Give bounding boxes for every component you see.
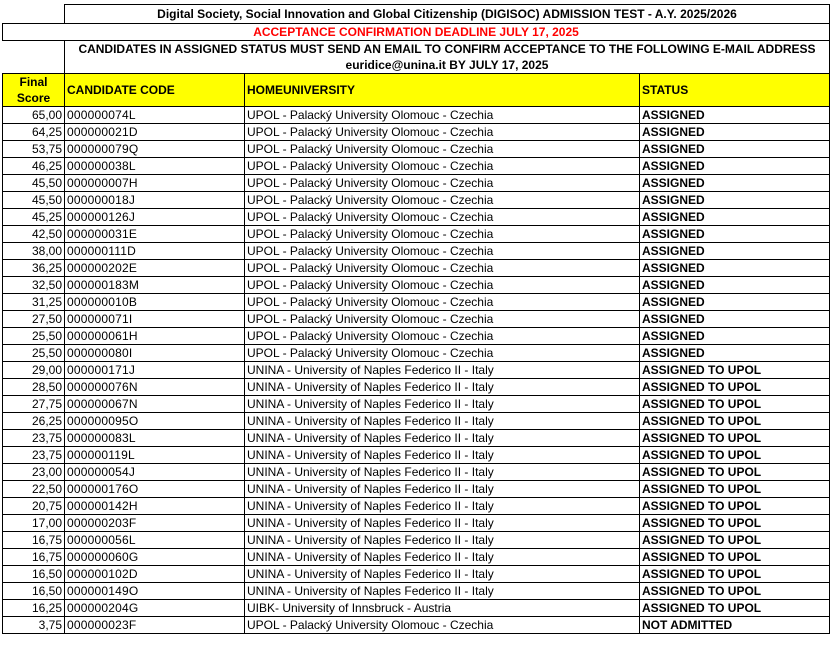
candidate-code-cell: 000000079Q (65, 141, 245, 158)
table-row (3, 430, 830, 447)
status-cell: ASSIGNED (640, 209, 830, 226)
score-cell: 23,75 (3, 430, 65, 447)
university-cell: UPOL - Palacký University Olomouc - Czechia (245, 294, 640, 311)
score-cell: 20,75 (3, 498, 65, 515)
score-cell: 25,50 (3, 328, 65, 345)
table-row (3, 600, 830, 617)
status-cell: ASSIGNED (640, 345, 830, 362)
university-cell: UNINA - University of Naples Federico II - Italy (245, 498, 640, 515)
university-cell: UNINA - University of Naples Federico II - Italy (245, 413, 640, 430)
status-cell: ASSIGNED (640, 277, 830, 294)
table-row (3, 447, 830, 464)
status-cell: ASSIGNED (640, 192, 830, 209)
table-row (3, 141, 830, 158)
status-cell: ASSIGNED TO UPOL (640, 583, 830, 600)
email-notice-line1: CANDIDATES IN ASSIGNED STATUS MUST SEND AN EMAIL TO CONFIRM ACCEPTANCE TO THE FOLLOWING E-MAIL ADDRESS (78, 42, 816, 56)
status-cell: ASSIGNED (640, 260, 830, 277)
table-row (3, 124, 830, 141)
status-cell: ASSIGNED TO UPOL (640, 413, 830, 430)
table-row (3, 515, 830, 532)
university-cell: UPOL - Palacký University Olomouc - Czechia (245, 124, 640, 141)
admission-results-table (2, 4, 830, 634)
candidate-code-cell: 000000202E (65, 260, 245, 277)
university-cell: UNINA - University of Naples Federico II - Italy (245, 583, 640, 600)
table-row (3, 226, 830, 243)
deadline-notice: ACCEPTANCE CONFIRMATION DEADLINE JULY 17, 2025 (3, 24, 830, 41)
candidate-code-cell: 000000010B (65, 294, 245, 311)
header-candidate-code: CANDIDATE CODE (65, 74, 245, 107)
score-cell: 16,25 (3, 600, 65, 617)
candidate-code-cell: 000000061H (65, 328, 245, 345)
table-row (3, 345, 830, 362)
university-cell: UPOL - Palacký University Olomouc - Czechia (245, 345, 640, 362)
status-cell: NOT ADMITTED (640, 617, 830, 634)
table-row (3, 209, 830, 226)
score-cell: 27,50 (3, 311, 65, 328)
status-cell: ASSIGNED TO UPOL (640, 481, 830, 498)
university-cell: UPOL - Palacký University Olomouc - Czechia (245, 226, 640, 243)
score-cell: 38,00 (3, 243, 65, 260)
university-cell: UPOL - Palacký University Olomouc - Czechia (245, 617, 640, 634)
status-cell: ASSIGNED TO UPOL (640, 396, 830, 413)
score-cell: 64,25 (3, 124, 65, 141)
score-cell: 16,50 (3, 583, 65, 600)
title-spacer (3, 5, 65, 24)
candidate-code-cell: 000000111D (65, 243, 245, 260)
table-row (3, 549, 830, 566)
score-cell: 27,75 (3, 396, 65, 413)
university-cell: UNINA - University of Naples Federico II - Italy (245, 379, 640, 396)
table-row (3, 158, 830, 175)
status-cell: ASSIGNED TO UPOL (640, 430, 830, 447)
university-cell: UNINA - University of Naples Federico II - Italy (245, 464, 640, 481)
candidate-code-cell: 000000119L (65, 447, 245, 464)
table-row (3, 328, 830, 345)
status-cell: ASSIGNED (640, 175, 830, 192)
score-cell: 16,75 (3, 532, 65, 549)
candidate-code-cell: 000000149O (65, 583, 245, 600)
status-cell: ASSIGNED TO UPOL (640, 447, 830, 464)
candidate-code-cell: 000000054J (65, 464, 245, 481)
candidate-code-cell: 000000083L (65, 430, 245, 447)
score-cell: 65,00 (3, 107, 65, 124)
status-cell: ASSIGNED (640, 141, 830, 158)
score-cell: 42,50 (3, 226, 65, 243)
status-cell: ASSIGNED (640, 243, 830, 260)
score-cell: 23,00 (3, 464, 65, 481)
status-cell: ASSIGNED (640, 226, 830, 243)
table-row (3, 617, 830, 634)
table-row (3, 362, 830, 379)
score-cell: 29,00 (3, 362, 65, 379)
university-cell: UNINA - University of Naples Federico II - Italy (245, 566, 640, 583)
title-row (3, 5, 830, 24)
notice-row (3, 41, 830, 74)
score-cell: 53,75 (3, 141, 65, 158)
candidate-code-cell: 000000102D (65, 566, 245, 583)
page-title: Digital Society, Social Innovation and Global Citizenship (DIGISOC) ADMISSION TEST - A.Y. 2025/2026 (65, 5, 830, 24)
score-cell: 26,25 (3, 413, 65, 430)
score-cell: 36,25 (3, 260, 65, 277)
table-row (3, 566, 830, 583)
score-cell: 16,50 (3, 566, 65, 583)
score-cell: 45,50 (3, 175, 65, 192)
university-cell: UNINA - University of Naples Federico II - Italy (245, 549, 640, 566)
table-row (3, 107, 830, 124)
table-row (3, 379, 830, 396)
candidate-code-cell: 000000031E (65, 226, 245, 243)
score-cell: 17,00 (3, 515, 65, 532)
status-cell: ASSIGNED TO UPOL (640, 379, 830, 396)
candidate-code-cell: 000000067N (65, 396, 245, 413)
candidate-code-cell: 000000021D (65, 124, 245, 141)
status-cell: ASSIGNED TO UPOL (640, 362, 830, 379)
header-final-score-line2: Score (16, 91, 51, 105)
score-cell: 45,25 (3, 209, 65, 226)
candidate-code-cell: 000000023F (65, 617, 245, 634)
university-cell: UPOL - Palacký University Olomouc - Czechia (245, 328, 640, 345)
candidate-code-cell: 000000176O (65, 481, 245, 498)
university-cell: UPOL - Palacký University Olomouc - Czechia (245, 243, 640, 260)
university-cell: UNINA - University of Naples Federico II - Italy (245, 481, 640, 498)
score-cell: 23,75 (3, 447, 65, 464)
status-cell: ASSIGNED TO UPOL (640, 515, 830, 532)
university-cell: UPOL - Palacký University Olomouc - Czechia (245, 141, 640, 158)
university-cell: UNINA - University of Naples Federico II - Italy (245, 447, 640, 464)
status-cell: ASSIGNED TO UPOL (640, 464, 830, 481)
status-cell: ASSIGNED TO UPOL (640, 532, 830, 549)
university-cell: UPOL - Palacký University Olomouc - Czechia (245, 158, 640, 175)
candidate-code-cell: 000000095O (65, 413, 245, 430)
candidate-code-cell: 000000007H (65, 175, 245, 192)
status-cell: ASSIGNED TO UPOL (640, 566, 830, 583)
university-cell: UPOL - Palacký University Olomouc - Czechia (245, 175, 640, 192)
university-cell: UIBK- University of Innsbruck - Austria (245, 600, 640, 617)
status-cell: ASSIGNED (640, 311, 830, 328)
table-row (3, 481, 830, 498)
table-row (3, 532, 830, 549)
status-cell: ASSIGNED (640, 158, 830, 175)
status-cell: ASSIGNED TO UPOL (640, 549, 830, 566)
table-row (3, 294, 830, 311)
candidate-code-cell: 000000076N (65, 379, 245, 396)
university-cell: UNINA - University of Naples Federico II - Italy (245, 362, 640, 379)
status-cell: ASSIGNED (640, 124, 830, 141)
university-cell: UPOL - Palacký University Olomouc - Czechia (245, 209, 640, 226)
status-cell: ASSIGNED TO UPOL (640, 600, 830, 617)
university-cell: UNINA - University of Naples Federico II - Italy (245, 532, 640, 549)
table-row (3, 311, 830, 328)
table-row (3, 277, 830, 294)
candidate-code-cell: 000000018J (65, 192, 245, 209)
candidate-code-cell: 000000038L (65, 158, 245, 175)
score-cell: 28,50 (3, 379, 65, 396)
status-cell: ASSIGNED TO UPOL (640, 498, 830, 515)
score-cell: 32,50 (3, 277, 65, 294)
university-cell: UPOL - Palacký University Olomouc - Czechia (245, 107, 640, 124)
candidate-code-cell: 000000171J (65, 362, 245, 379)
table-row (3, 396, 830, 413)
header-status: STATUS (640, 74, 830, 107)
table-row (3, 583, 830, 600)
university-cell: UNINA - University of Naples Federico II - Italy (245, 430, 640, 447)
score-cell: 22,50 (3, 481, 65, 498)
table-row (3, 413, 830, 430)
score-cell: 31,25 (3, 294, 65, 311)
candidate-code-cell: 000000060G (65, 549, 245, 566)
score-cell: 46,25 (3, 158, 65, 175)
candidate-code-cell: 000000204G (65, 600, 245, 617)
university-cell: UPOL - Palacký University Olomouc - Czechia (245, 260, 640, 277)
table-row (3, 192, 830, 209)
candidate-code-cell: 000000142H (65, 498, 245, 515)
university-cell: UPOL - Palacký University Olomouc - Czechia (245, 192, 640, 209)
table-row (3, 464, 830, 481)
header-final-score-line1: Final (19, 75, 48, 89)
university-cell: UPOL - Palacký University Olomouc - Czechia (245, 311, 640, 328)
candidate-code-cell: 000000203F (65, 515, 245, 532)
candidate-code-cell: 000000071I (65, 311, 245, 328)
score-cell: 16,75 (3, 549, 65, 566)
notice-spacer (3, 41, 65, 74)
university-cell: UPOL - Palacký University Olomouc - Czechia (245, 277, 640, 294)
header-final-score (3, 74, 65, 107)
candidate-code-cell: 000000074L (65, 107, 245, 124)
candidate-code-cell: 000000183M (65, 277, 245, 294)
table-row (3, 260, 830, 277)
email-notice-line2: euridice@unina.it BY JULY 17, 2025 (345, 58, 549, 72)
score-cell: 3,75 (3, 617, 65, 634)
status-cell: ASSIGNED (640, 107, 830, 124)
deadline-row (3, 24, 830, 41)
header-home-university: HOMEUNIVERSITY (245, 74, 640, 107)
score-cell: 45,50 (3, 192, 65, 209)
university-cell: UNINA - University of Naples Federico II - Italy (245, 396, 640, 413)
university-cell: UNINA - University of Naples Federico II - Italy (245, 515, 640, 532)
score-cell: 25,50 (3, 345, 65, 362)
table-row (3, 243, 830, 260)
candidate-code-cell: 000000056L (65, 532, 245, 549)
table-row (3, 498, 830, 515)
candidate-code-cell: 000000126J (65, 209, 245, 226)
candidate-code-cell: 000000080I (65, 345, 245, 362)
status-cell: ASSIGNED (640, 328, 830, 345)
table-row (3, 175, 830, 192)
email-notice (65, 41, 830, 74)
status-cell: ASSIGNED (640, 294, 830, 311)
column-header-row (3, 74, 830, 107)
